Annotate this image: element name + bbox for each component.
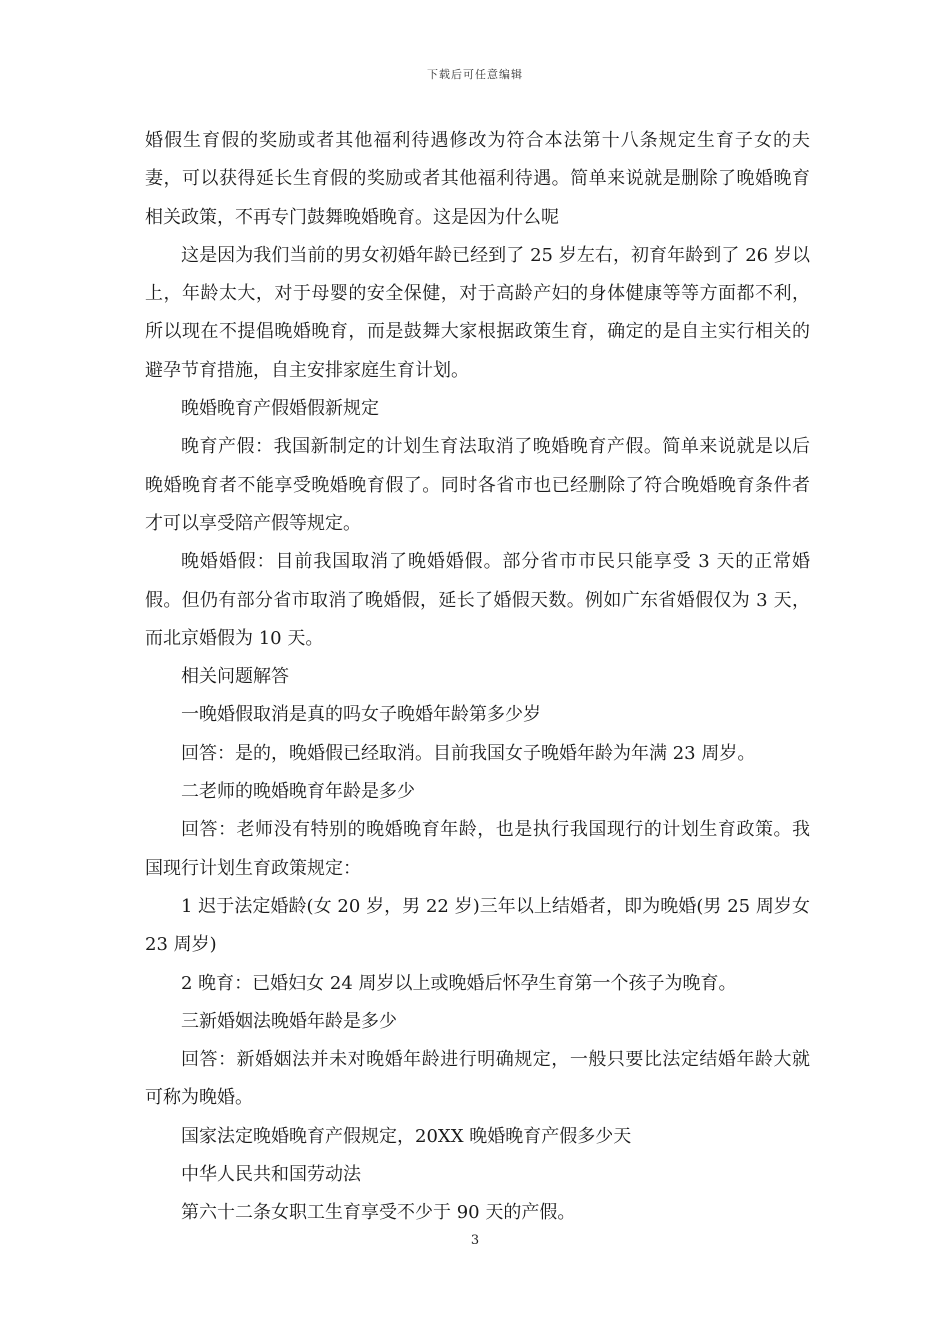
header-note: 下载后可任意编辑 [427, 68, 523, 81]
list-item: 1 迟于法定婚龄(女 20 岁，男 22 岁)三年以上结婚者，即为晚婚(男 25 周岁女 23 周岁) [145, 895, 810, 956]
list-item: 2 晚育：已婚妇女 24 周岁以上或晚婚后怀孕生育第一个孩子为晚育。 [181, 972, 737, 994]
question: 一晚婚假取消是真的吗女子晚婚年龄第多少岁 [181, 704, 541, 726]
answer: 回答：是的，晚婚假已经取消。目前我国女子晚婚年龄为年满 23 周岁。 [181, 742, 756, 764]
section-heading: 晚婚晚育产假婚假新规定 [181, 398, 379, 420]
law-article: 第六十二条女职工生育享受不少于 90 天的产假。 [181, 1202, 576, 1224]
law-title: 中华人民共和国劳动法 [181, 1164, 361, 1186]
paragraph: 这是因为我们当前的男女初婚年龄已经到了 25 岁左右，初育年龄到了 26 岁以上，年龄太大，对于母婴的安全保健，对于高龄产妇的身体健康等等方面都不利，所以现在不提倡晚婚晚育，而是鼓舞大家根据政策生育，确定的是自主实行相关的避孕节育措施，自主安排家庭生育计划。 [145, 244, 810, 381]
answer: 回答：新婚姻法并未对晚婚年龄进行明确规定，一般只要比法定结婚年龄大就可称为晚婚。 [145, 1049, 810, 1109]
page-number: 3 [470, 1233, 480, 1248]
section-heading: 国家法定晚婚晚育产假规定，20XX 晚婚晚育产假多少天 [181, 1125, 632, 1147]
paragraph: 婚假生育假的奖励或者其他福利待遇修改为符合本法第十八条规定生育子女的夫妻，可以获得延长生育假的奖励或者其他福利待遇。简单来说就是删除了晚婚晚育相关政策，不再专门鼓舞晚婚晚育。这是因为什么呢 [145, 130, 810, 228]
question: 三新婚姻法晚婚年龄是多少 [181, 1010, 397, 1032]
question: 二老师的晚婚晚育年龄是多少 [181, 781, 415, 803]
document-body [145, 122, 810, 1233]
paragraph: 晚育产假：我国新制定的计划生育法取消了晚婚晚育产假。简单来说就是以后晚婚晚育者不能享受晚婚晚育假了。同时各省市也已经删除了符合晚婚晚育条件者才可以享受陪产假等规定。 [145, 436, 810, 534]
section-heading: 相关问题解答 [181, 666, 289, 688]
paragraph: 晚婚婚假：目前我国取消了晚婚婚假。部分省市市民只能享受 3 天的正常婚假。但仍有部分省市取消了晚婚假，延长了婚假天数。例如广东省婚假仅为 3 天，而北京婚假为 10 天。 [145, 551, 810, 649]
answer: 回答：老师没有特别的晚婚晚育年龄，也是执行我国现行的计划生育政策。我国现行计划生育政策规定： [145, 819, 810, 879]
